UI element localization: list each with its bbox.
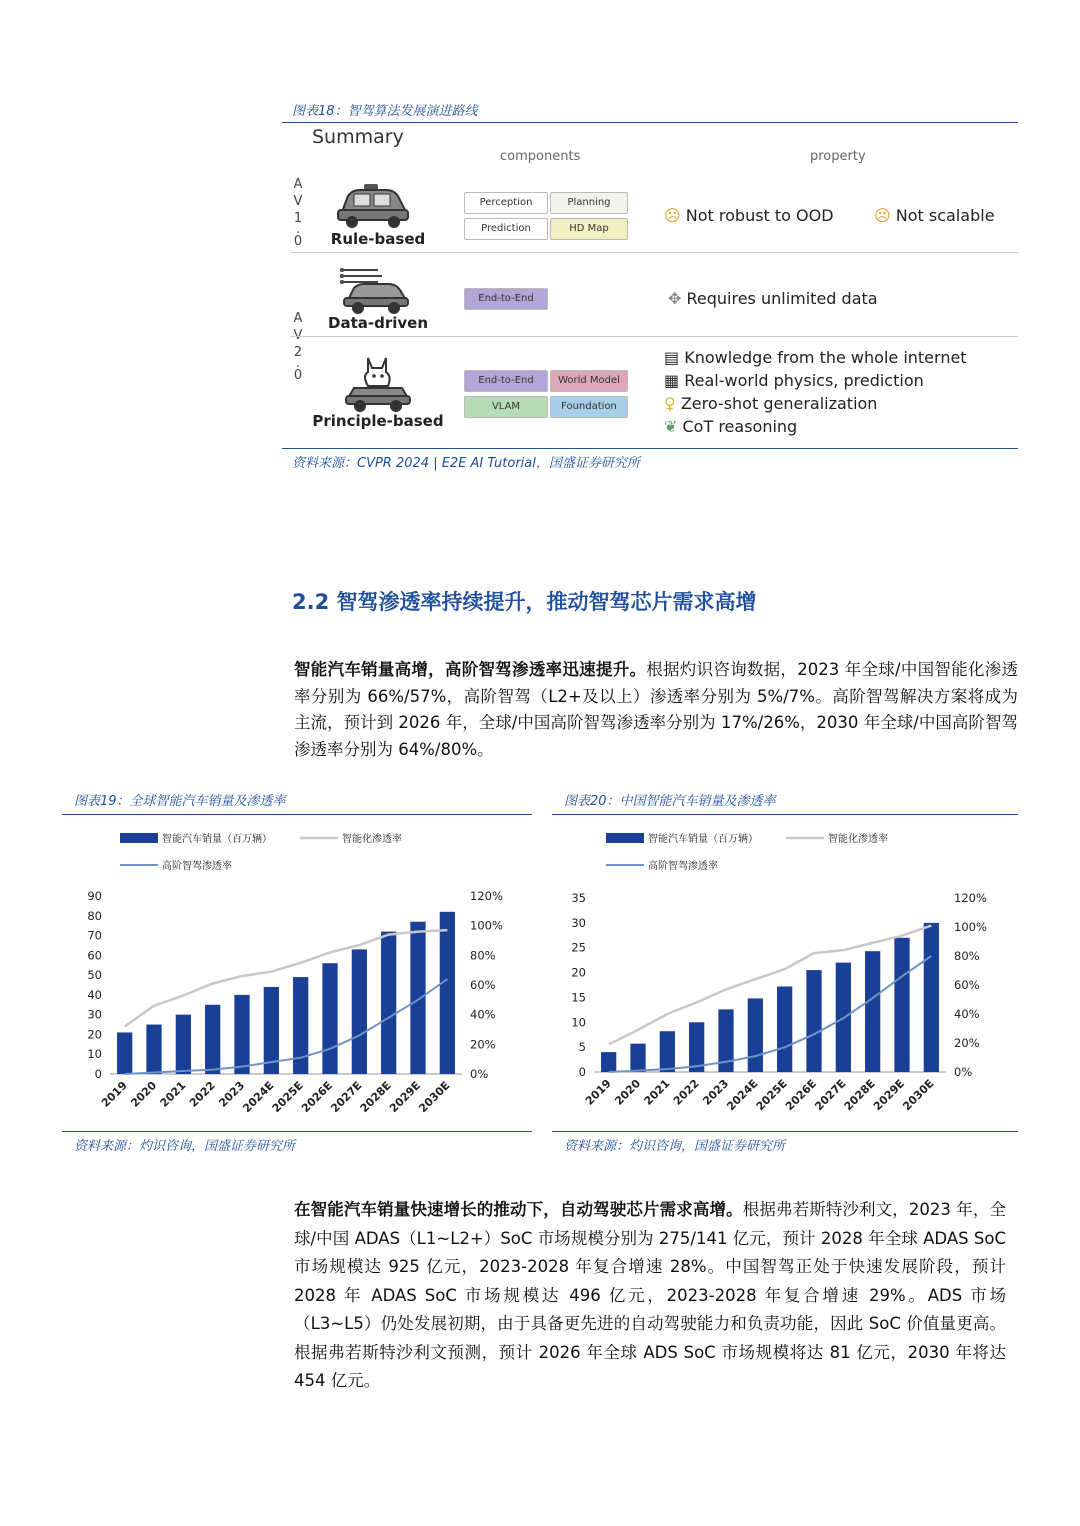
chip-prediction: Prediction: [464, 218, 548, 240]
figure-18-top-rule: [282, 122, 1018, 123]
legend-gray-label: 智能化渗透率: [828, 834, 888, 845]
y-left-tick-label: 0: [578, 1065, 586, 1079]
row-label-rule-based: Rule-based: [330, 230, 426, 248]
figure-20-source: 资料来源：灼识咨询，国盛证券研究所: [564, 1139, 786, 1154]
x-tick-label: 2020: [128, 1078, 160, 1110]
y-left-tick-label: 90: [87, 889, 102, 903]
x-tick-label: 2019: [582, 1076, 614, 1108]
figure-19-title: 图表19：全球智能汽车销量及渗透率: [74, 794, 286, 809]
legend-bar-label: 智能汽车销量（百万辆）: [648, 834, 758, 845]
paragraph-2-body: 根据弗若斯特沙利文，2023 年，全球/中国 ADAS（L1~L2+）SoC 市场规模分别为 275/141 亿元，预计 2028 年全球 ADAS SoC 市场规模达 925 亿元，2023-2028 年复合增速 28%。中国智驾正处于快速发展阶段，预计 2028 年 ADAS SoC 市场规模达 496 亿元，2023-2028 年复合增速 29%。ADS 市场（L3~L5）仍处发展初期，由于具备更先进的自动驾驶能力和负责功能，因此 SoC 价值量更高。根据弗若斯特沙利文预测，预计 2026 年全球 ADS SoC 市场规模将达 81 亿元，2030 年将达 454 亿元。: [294, 1200, 1006, 1390]
legend-blue-label: 高阶智驾渗透率: [162, 861, 232, 872]
x-tick-label: 2028E: [357, 1078, 394, 1116]
llama-car-icon: [342, 352, 414, 414]
x-tick-label: 2023: [216, 1078, 248, 1110]
bar-2021: [176, 1015, 191, 1074]
chip-world-model: World Model: [550, 370, 628, 392]
bar-2026E: [806, 970, 821, 1072]
row-label-principle-based: Principle-based: [312, 412, 444, 430]
x-tick-label: 2026E: [782, 1076, 820, 1114]
car-icon: [334, 182, 412, 228]
y-left-tick-label: 35: [571, 891, 586, 905]
y-left-tick-label: 40: [87, 987, 102, 1002]
bar-2022: [205, 1005, 220, 1074]
chip-vlam: VLAM: [464, 396, 548, 418]
x-tick-label: 2023: [700, 1076, 732, 1108]
x-tick-label: 2022: [186, 1078, 218, 1110]
paragraph-2-lead: 在智能汽车销量快速增长的推动下，自动驾驶芯片需求高增。: [294, 1200, 743, 1219]
bar-2020: [630, 1044, 645, 1072]
av1-label: A V 1 . 0: [293, 177, 303, 249]
y-left-tick-label: 10: [571, 1015, 586, 1030]
bar-2025E: [777, 986, 792, 1072]
bar-2026E: [322, 963, 337, 1074]
y-left-tick-label: 70: [87, 928, 102, 943]
x-tick-label: 2022: [670, 1076, 702, 1108]
legend-bar-label: 智能汽车销量（百万辆）: [162, 834, 272, 845]
bar-2029E: [894, 938, 909, 1072]
bar-2021: [660, 1031, 675, 1072]
paragraph-1-body: 根据灼识咨询数据，2023 年全球/中国智能化渗透率分别为 66%/57%，高阶智驾（L2+及以上）渗透率分别为 5%/7%。高阶智驾解决方案将成为主流，预计到 2026 年，全球/中国高阶智驾渗透率分别为 17%/26%，2030 年全球/中国高阶智驾渗透率分别为 64%/80%。: [294, 660, 1019, 759]
puzzle-icon: ✥: [668, 289, 682, 308]
bar-2020: [146, 1025, 161, 1074]
y-right-tick-label: 60%: [954, 978, 980, 992]
y-right-tick-label: 120%: [470, 889, 503, 903]
x-tick-label: 2024E: [240, 1078, 277, 1116]
figure-19-source: 资料来源：灼识咨询，国盛证券研究所: [74, 1139, 296, 1154]
bar-2019: [117, 1032, 132, 1074]
x-tick-label: 2024E: [724, 1076, 761, 1114]
y-left-tick-label: 30: [87, 1007, 102, 1022]
y-right-tick-label: 100%: [954, 920, 987, 934]
unhappy-face-icon: ☹: [664, 206, 681, 225]
y-left-tick-label: 50: [87, 968, 102, 983]
figure-18-title: 图表18：智驾算法发展演进路线: [292, 104, 478, 119]
row-divider-2: [290, 336, 1018, 337]
y-left-tick-label: 20: [571, 965, 586, 980]
figure-20-title: 图表20：中国智能汽车销量及渗透率: [564, 794, 776, 809]
paragraph-1: [294, 657, 1018, 763]
prop-not-robust: ☹ Not robust to OOD: [664, 206, 834, 225]
y-right-tick-label: 120%: [954, 891, 987, 905]
y-right-tick-label: 40%: [470, 1007, 496, 1022]
paragraph-1-lead: 智能汽车销量高增，高阶智驾渗透率迅速提升。: [294, 660, 647, 679]
bar-2023: [234, 995, 249, 1074]
x-tick-label: 2027E: [812, 1076, 849, 1114]
y-left-tick-label: 60: [87, 948, 102, 963]
chart-20: [552, 820, 1018, 1130]
line-advanced-penetration: [125, 979, 448, 1074]
bar-2028E: [865, 951, 880, 1072]
bar-2027E: [352, 949, 367, 1074]
y-right-tick-label: 20%: [954, 1036, 980, 1050]
books-icon: ▤: [664, 348, 680, 367]
x-tick-label: 2025E: [269, 1078, 306, 1116]
figure-19-top-rule: [62, 814, 532, 815]
prop-zero-shot: ♀ Zero-shot generalization: [664, 394, 878, 413]
row-divider-1: [290, 252, 1018, 253]
y-left-tick-label: 20: [87, 1027, 102, 1042]
chip-foundation: Foundation: [550, 396, 628, 418]
bar-2019: [601, 1052, 616, 1072]
y-right-tick-label: 80%: [954, 949, 980, 963]
x-tick-label: 2030E: [416, 1078, 453, 1116]
chip-planning: Planning: [550, 192, 628, 214]
property-header: property: [810, 149, 866, 164]
x-tick-label: 2026E: [298, 1078, 336, 1116]
legend-gray-label: 智能化渗透率: [342, 834, 402, 845]
figure-20-top-rule: [552, 814, 1018, 815]
bar-2030E: [440, 912, 455, 1074]
figure-18-bottom-rule: [282, 448, 1018, 449]
figure-18-diagram: [290, 124, 1018, 444]
chart-19: [62, 820, 532, 1130]
figure-18-source: 资料来源：CVPR 2024 | E2E AI Tutorial，国盛证券研究所: [292, 456, 640, 471]
chip-perception: Perception: [464, 192, 548, 214]
x-tick-label: 2025E: [753, 1076, 790, 1114]
chip-end-to-end: End-to-End: [464, 288, 548, 310]
paragraph-2: [294, 1196, 1006, 1396]
prop-knowledge: ▤ Knowledge from the whole internet: [664, 348, 967, 367]
bar-2030E: [924, 923, 939, 1072]
legend-bar-swatch: [606, 833, 644, 843]
data-car-icon: [338, 264, 412, 316]
line-smart-penetration: [609, 926, 932, 1045]
summary-heading: Summary: [312, 126, 404, 148]
y-right-tick-label: 80%: [470, 948, 496, 963]
row-label-data-driven: Data-driven: [328, 314, 428, 332]
legend-blue-label: 高阶智驾渗透率: [648, 861, 718, 872]
y-right-tick-label: 20%: [470, 1037, 496, 1052]
figure-20-bottom-rule: [552, 1131, 1018, 1132]
x-tick-label: 2021: [641, 1076, 673, 1108]
clapper-icon: ▦: [664, 371, 680, 390]
x-tick-label: 2020: [612, 1076, 644, 1108]
y-left-tick-label: 0: [94, 1067, 102, 1081]
bar-2028E: [381, 932, 396, 1074]
y-right-tick-label: 0%: [470, 1067, 489, 1081]
brain-icon: ❦: [664, 417, 678, 436]
x-tick-label: 2030E: [900, 1076, 937, 1114]
worried-face-icon: ☹: [874, 206, 891, 225]
chip-end-to-end-2: End-to-End: [464, 370, 548, 392]
y-left-tick-label: 10: [87, 1047, 102, 1062]
prop-physics: ▦ Real-world physics, prediction: [664, 371, 924, 390]
bar-2029E: [410, 922, 425, 1074]
lightbulb-icon: ♀: [664, 394, 676, 413]
components-header: components: [500, 149, 581, 164]
y-left-tick-label: 30: [571, 915, 586, 930]
figure-19-bottom-rule: [62, 1131, 532, 1132]
av2-label: A V 2 . 0: [293, 311, 303, 383]
y-left-tick-label: 5: [578, 1040, 586, 1055]
section-heading: 2.2 智驾渗透率持续提升，推动智驾芯片需求高增: [292, 590, 757, 614]
x-tick-label: 2019: [98, 1078, 130, 1110]
x-tick-label: 2029E: [870, 1076, 908, 1114]
x-tick-label: 2021: [157, 1078, 189, 1110]
prop-unlimited-data: ✥ Requires unlimited data: [668, 289, 878, 308]
y-left-tick-label: 25: [571, 940, 586, 955]
x-tick-label: 2029E: [386, 1078, 424, 1116]
y-right-tick-label: 60%: [470, 978, 496, 992]
chip-hd-map: HD Map: [550, 218, 628, 240]
y-right-tick-label: 40%: [954, 1007, 980, 1021]
y-left-tick-label: 80: [87, 908, 102, 923]
legend-bar-swatch: [120, 833, 158, 843]
y-right-tick-label: 100%: [470, 918, 503, 933]
x-tick-label: 2028E: [841, 1076, 878, 1114]
y-left-tick-label: 15: [571, 990, 586, 1005]
bar-2024E: [748, 998, 763, 1072]
y-right-tick-label: 0%: [954, 1065, 973, 1079]
x-tick-label: 2027E: [328, 1078, 365, 1116]
prop-not-scalable: ☹ Not scalable: [874, 206, 995, 225]
prop-cot: ❦ CoT reasoning: [664, 417, 798, 436]
